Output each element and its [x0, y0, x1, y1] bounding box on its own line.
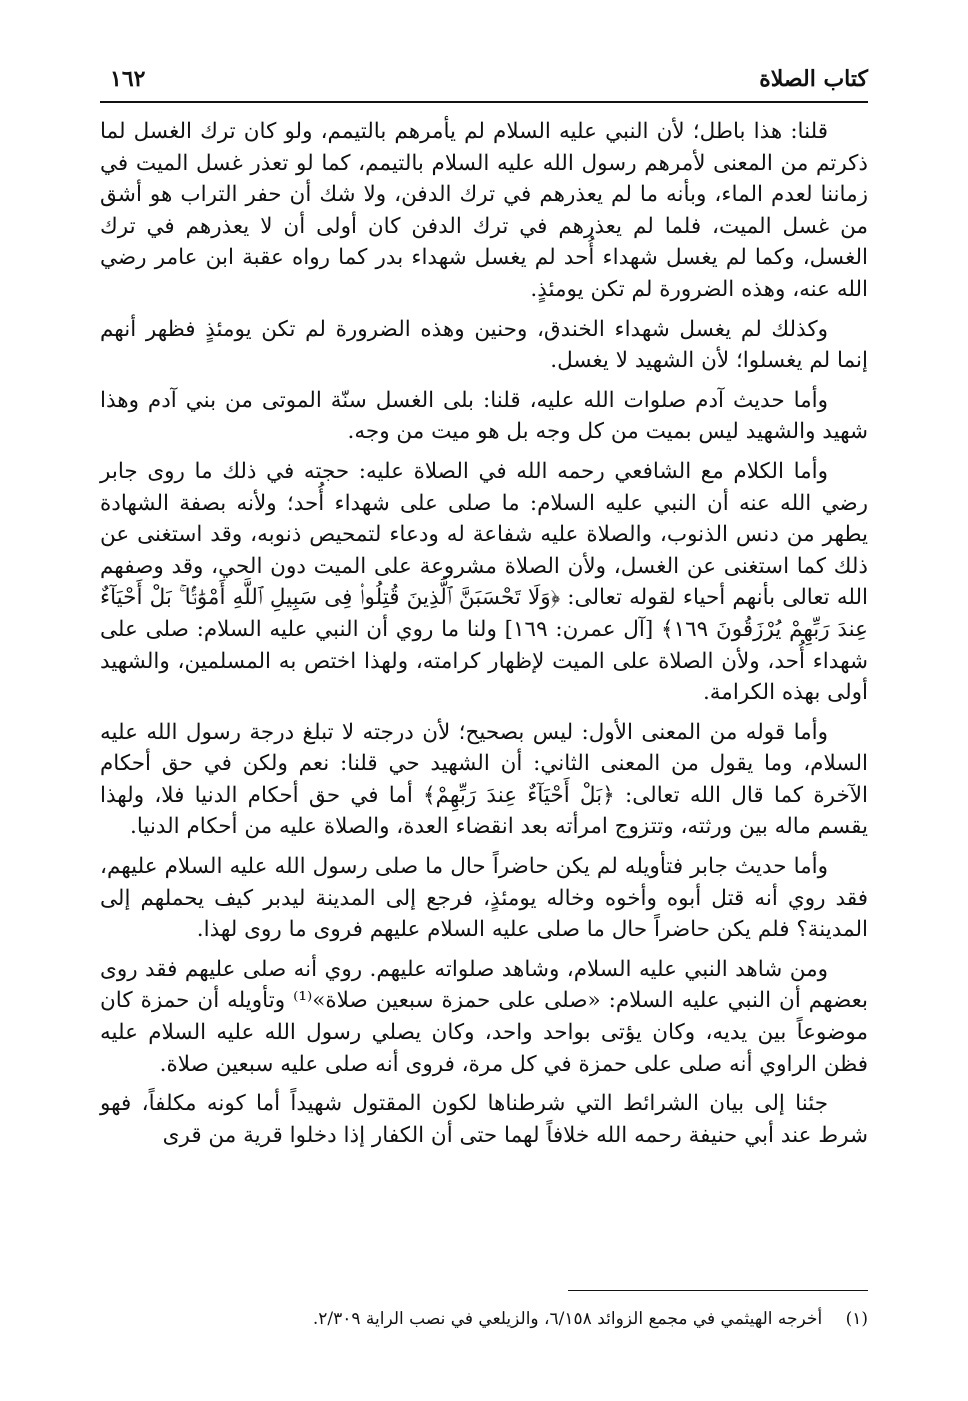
running-header — [110, 62, 868, 96]
paragraph-2: وكذلك لم يغسل شهداء الخندق، وحنين وهذه الضرورة لم تكن يومئذٍ فظهر أنهم إنما لم يغسلوا؛ لأن الشهيد لا يغسل. — [100, 316, 868, 374]
paragraph-3: وأما حديث آدم صلوات الله عليه، قلنا: بلى الغسل سنّة الموتى من بني آدم وهذا شهيد والشهيد ليس بميت من كل وجه بل هو ميت من وجه. — [100, 387, 868, 445]
paragraph-4: وأما الكلام مع الشافعي رحمه الله في الصلاة عليه: حجته في ذلك ما روى جابر رضي الله عنه أن النبي عليه السلام: ما صلى على شهداء أُحد؛ ولأنه بصفة الشهادة يطهر من دنس الذنوب، والصلاة عليه شفاعة له ودعاء لتمحيص ذنوبه، وقد استغنى عن ذلك كما استغنى عن الغسل، ولأن الصلاة مشروعة على الميت دون الحي، وقد وصفهم الله تعالى بأنهم أحياء لقوله تعالى: ﴿وَلَا تَحْسَبَنَّ ٱلَّذِينَ قُتِلُوا۟ فِى سَبِيلِ ٱللَّهِ أَمْوَٰتًۢا ۚ بَلْ أَحْيَآءٌ عِندَ رَبِّهِمْ يُرْزَقُونَ ١٦٩﴾ [آل عمرن: ١٦٩] ولنا ما روي أن النبي عليه السلام: صلى على شهداء أُحد، ولأن الصلاة على الميت لإظهار كرامته، ولهذا اختص به المسلمين، والشهيد أولى بهذه الكرامة. — [100, 458, 868, 706]
footnote-text: أخرجه الهيثمي في مجمع الزوائد ٦/١٥٨، والزيلعي في نصب الراية ٢/٣٠٩. — [312, 1309, 823, 1329]
paragraph-8: جئنا إلى بيان الشرائط التي شرطناها لكون المقتول شهيداً أما كونه مكلفاً، فهو شرط عند أبي حنيفة رحمه الله خلافاً لهما حتى أن الكفار إذا دخلوا قرية من قرى — [100, 1091, 868, 1148]
footnote — [100, 1306, 868, 1332]
footnote-number: (١) — [845, 1309, 868, 1329]
book-title: كتاب الصلاة — [759, 66, 868, 92]
main-text — [100, 116, 868, 1159]
page-number: ١٦٢ — [110, 66, 146, 92]
paragraph-1: قلنا: هذا باطل؛ لأن النبي عليه السلام لم يأمرهم بالتيمم، ولو كان ترك الغسل لما ذكرتم من المعنى لأمرهم رسول الله عليه السلام بالتيمم، كما لو تعذر غسل الميت في زماننا لعدم الماء، وبأنه ما لم يعذرهم في ترك الدفن، ولا شك أن حفر التراب هو أشق من غسل الميت، فلما لم يعذرهم في ترك الدفن كان أولى أن لا يعذرهم في ترك الغسل، وكما لم يغسل شهداء أُحد لم يغسل شهداء بدر كما رواه عقبة ابن عامر رضي الله عنه، وهذه الضرورة لم تكن يومئذٍ. — [100, 119, 868, 302]
header-rule — [100, 101, 868, 103]
paragraph-5: وأما قوله من المعنى الأول: ليس بصحيح؛ لأن درجته لا تبلغ درجة رسول الله عليه السلام، وما يقول من المعنى الثاني: أن الشهيد حي قلنا: نعم ولكن في حق أحكام الآخرة كما قال الله تعالى: ﴿بَلْ أَحْيَآءٌ عِندَ رَبِّهِمْ﴾ أما في حق أحكام الدنيا فلا، ولهذا يقسم ماله بين ورثته، وتتزوج امرأته بعد انقضاء العدة، والصلاة عليه من أحكام الدنيا. — [100, 719, 868, 840]
paragraph-6: وأما حديث جابر فتأويله لم يكن حاضراً حال ما صلى رسول الله عليه السلام عليهم، فقد روي أنه قتل أبوه وأخوه وخاله يومئذٍ، فرجع إلى المدينة ليدبر كيف يحملهم إلى المدينة؟ فلم يكن حاضراً حال ما صلى عليه السلام عليهم فروى ما روى لهذا. — [100, 854, 868, 943]
paragraph-7: ومن شاهد النبي عليه السلام، وشاهد صلواته عليهم. روي أنه صلى عليهم فقد روى بعضهم أن النبي عليه السلام: «صلى على حمزة سبعين صلاة»⁽¹⁾ وتأويله أن حمزة كان موضوعاً بين يديه، وكان يؤتى بواحد واحد، وكان يصلي رسول الله عليه السلام عليه فظن الراوي أنه صلى على حمزة في كل مرة، فروى أنه صلى عليه سبعين صلاة. — [100, 956, 869, 1077]
footnote-rule — [568, 1290, 868, 1291]
